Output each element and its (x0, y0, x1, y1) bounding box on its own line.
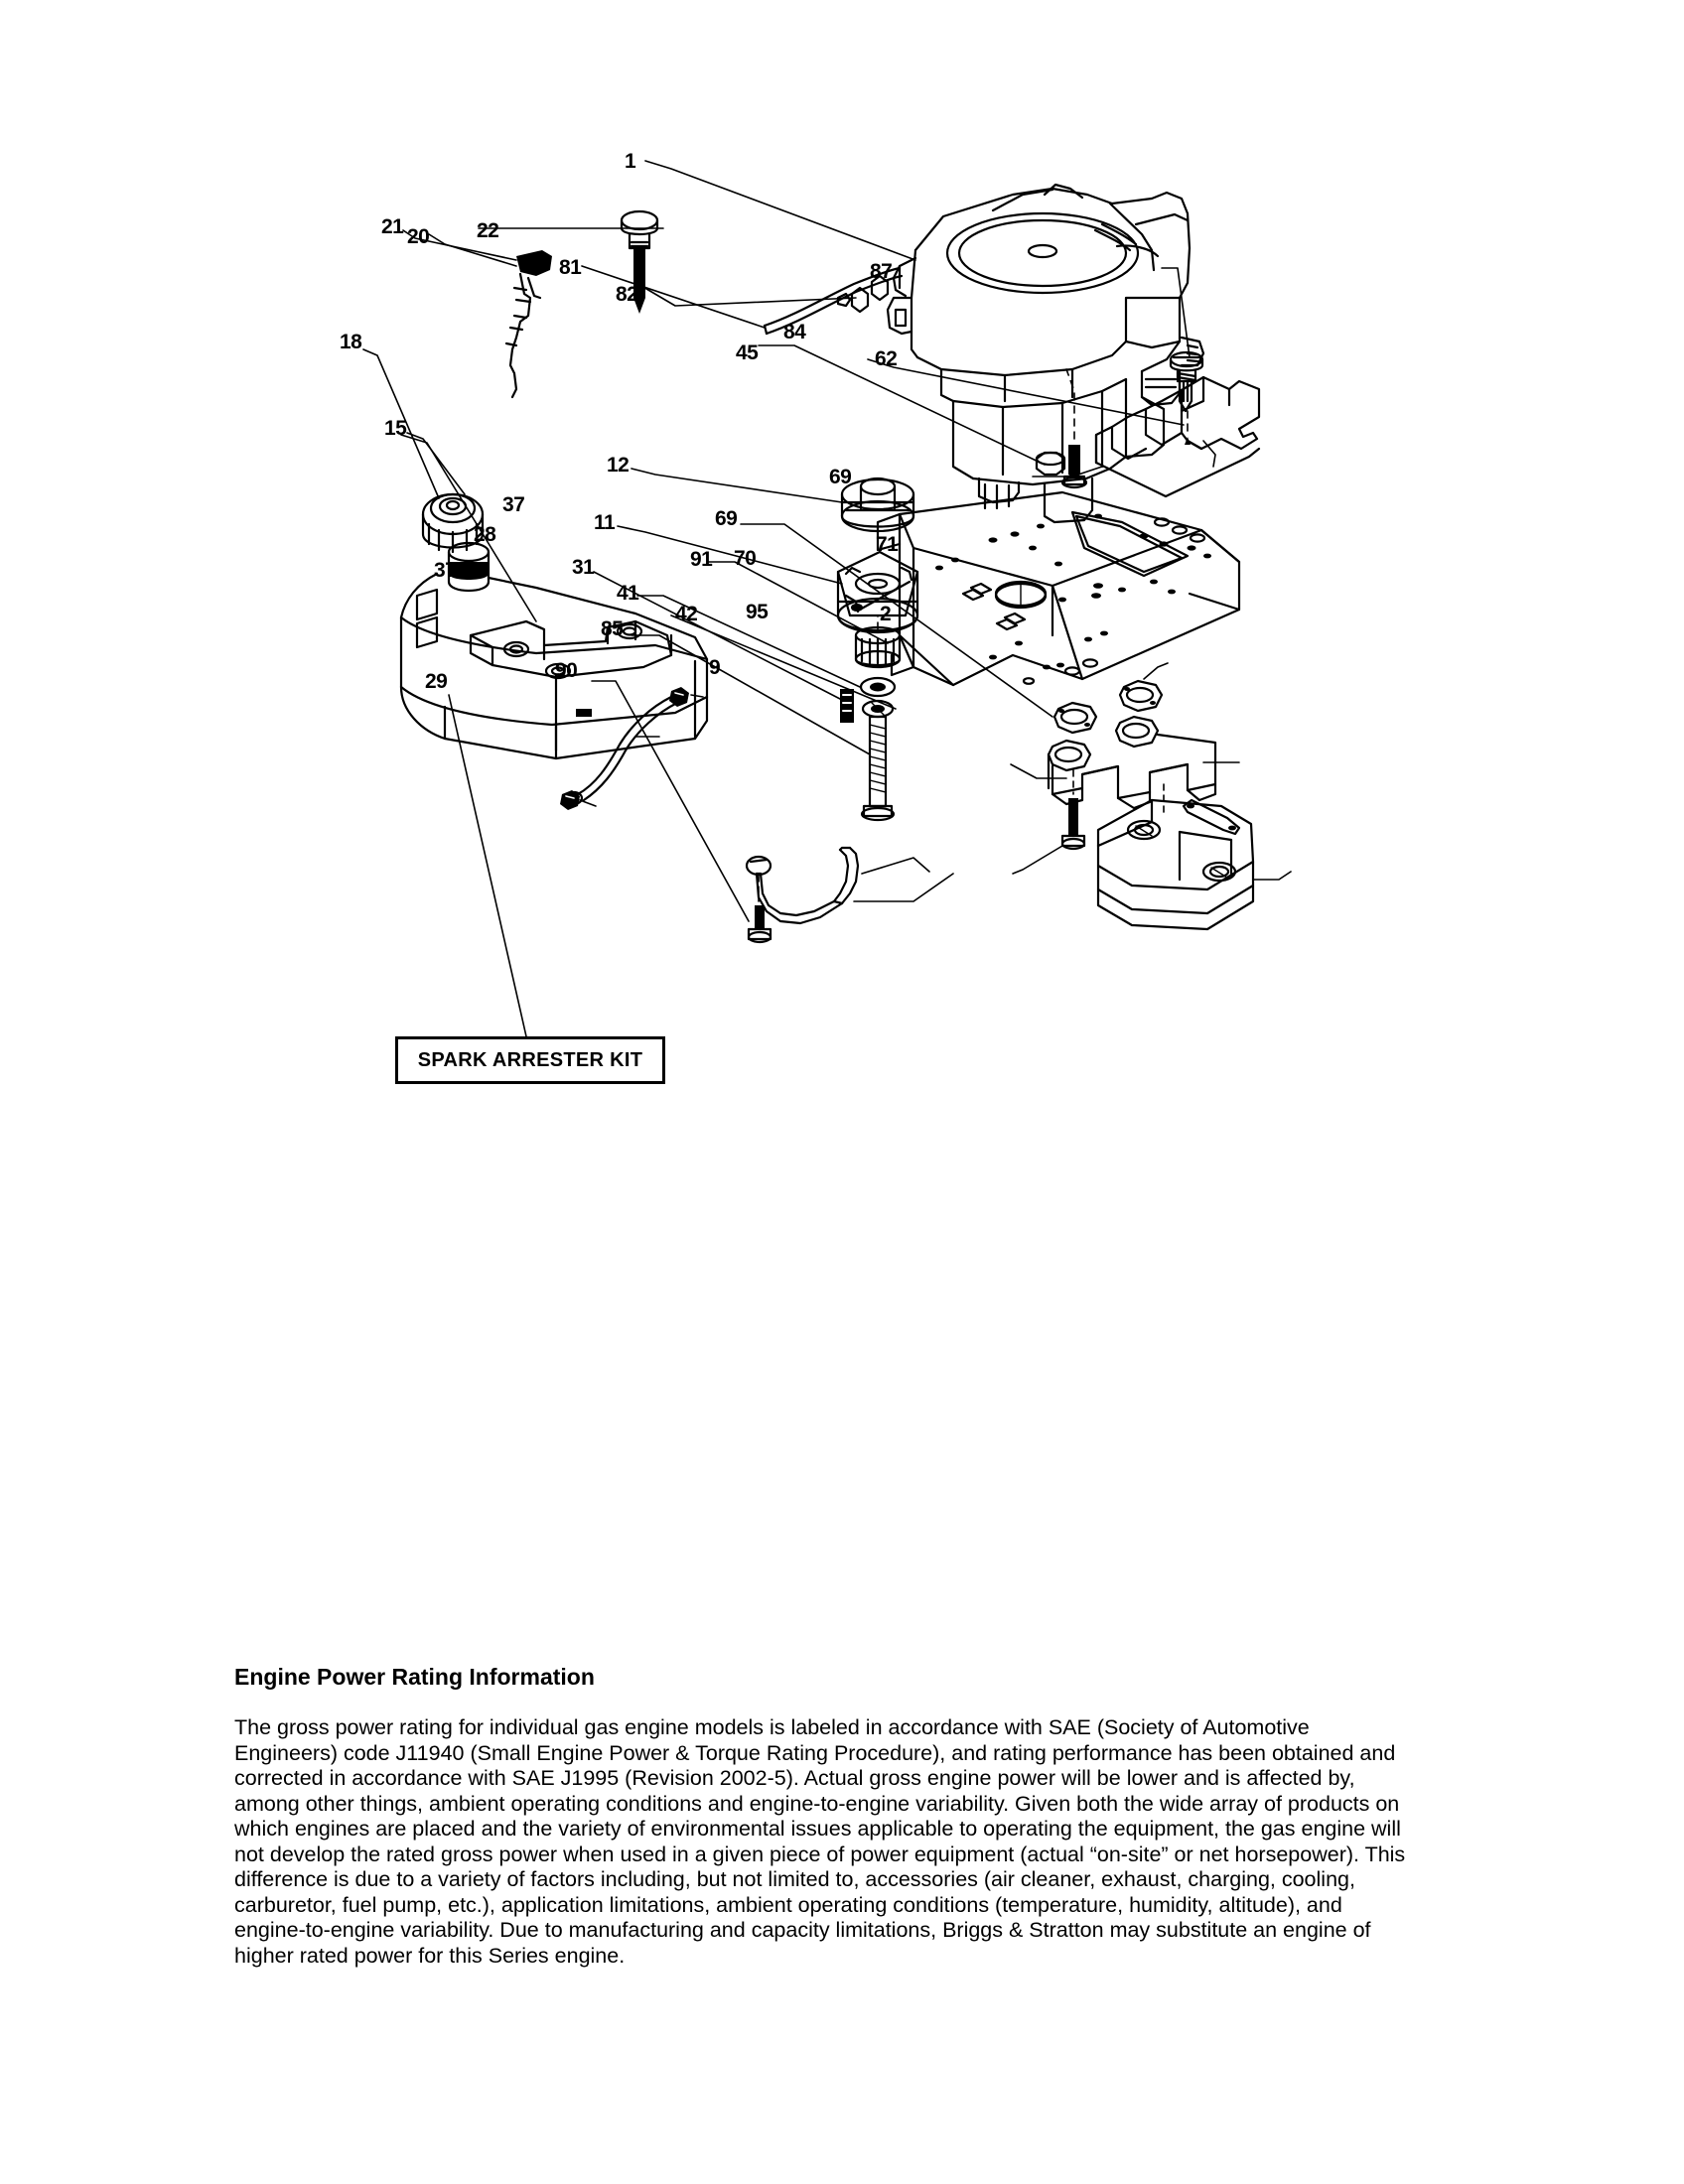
gasket-lower-right (1116, 717, 1158, 747)
callout-18: 18 (340, 331, 362, 353)
callout-85: 85 (601, 617, 624, 640)
callout-69-right: 69 (829, 466, 852, 488)
callout-12: 12 (607, 454, 630, 477)
callout-41: 41 (617, 582, 639, 605)
gasket-70-lower-left (1049, 741, 1090, 770)
power-info-body: The gross power rating for individual gas engine models is labeled in accordance with SAE (Society of Automotive Engineers) code J11940 (Small Engine Power & Torque Rating Procedure), and rating performance has been obtained and corrected in accordance with SAE J1995 (Revision 2002-5). Actual gross engine power will be lower and is affected by, among other things, ambient operating conditions and engine-to-engine variability. Given both the wide array of products on which engines are placed and the variety of environmental issues applicable to operating the equipment, the gas engine will not develop the rated gross power when used in a given piece of power equipment (actual “on-site” or net horsepower). This difference is due to a variety of factors including, but not limited to, accessories (air cleaner, exhaust, charging, cooling, carburetor, fuel pump, etc.), application limitations, ambient operating conditions (temperature, humidity, altitude), and engine-to-engine variability. Due to manufacturing and capacity limitations, Briggs & Stratton may substitute an engine of higher rated power for this Series engine. (234, 1715, 1406, 1968)
engine-body (888, 185, 1203, 522)
lock-washer-42 (863, 701, 893, 717)
callout-37-upper: 37 (502, 493, 525, 516)
callout-81: 81 (559, 256, 582, 279)
callout-45: 45 (736, 341, 759, 364)
callout-21: 21 (381, 215, 404, 238)
callout-87: 87 (870, 260, 893, 283)
power-info-heading: Engine Power Rating Information (234, 1664, 595, 1690)
key-31 (840, 689, 854, 723)
callout-91: 91 (690, 548, 713, 571)
callout-31: 31 (572, 556, 595, 579)
gasket-69-upper-left (1054, 703, 1096, 733)
gasket-69-upper-right (1120, 681, 1162, 711)
callout-15: 15 (384, 417, 407, 440)
callout-37-lower: 37 (434, 559, 457, 582)
callout-20: 20 (407, 225, 430, 248)
callout-28: 28 (474, 523, 496, 546)
bolt-85 (862, 717, 894, 820)
callout-2: 2 (880, 603, 892, 625)
muffler-2 (1098, 800, 1253, 929)
callout-42: 42 (675, 603, 698, 625)
clamp-37-upper (669, 687, 689, 707)
callout-90: 90 (555, 659, 578, 682)
callout-1: 1 (625, 150, 636, 173)
callout-69-left: 69 (715, 507, 738, 530)
callout-29: 29 (425, 670, 448, 693)
bolt-95 (1062, 798, 1084, 849)
callout-71: 71 (876, 533, 899, 556)
callout-70: 70 (734, 547, 757, 570)
engine-power-rating-section (234, 1664, 1406, 1969)
callout-22: 22 (477, 219, 499, 242)
callout-95: 95 (746, 601, 769, 623)
terminal-20 (506, 250, 552, 397)
callout-9: 9 (709, 656, 721, 679)
spark-arrester-kit-label: SPARK ARRESTER KIT (417, 1048, 643, 1071)
spark-arrester-kit-box (395, 1036, 665, 1084)
callout-84: 84 (783, 321, 806, 343)
callout-82: 82 (616, 283, 638, 306)
washer-41 (861, 678, 895, 696)
callout-11: 11 (594, 511, 616, 534)
callout-62: 62 (875, 347, 898, 370)
